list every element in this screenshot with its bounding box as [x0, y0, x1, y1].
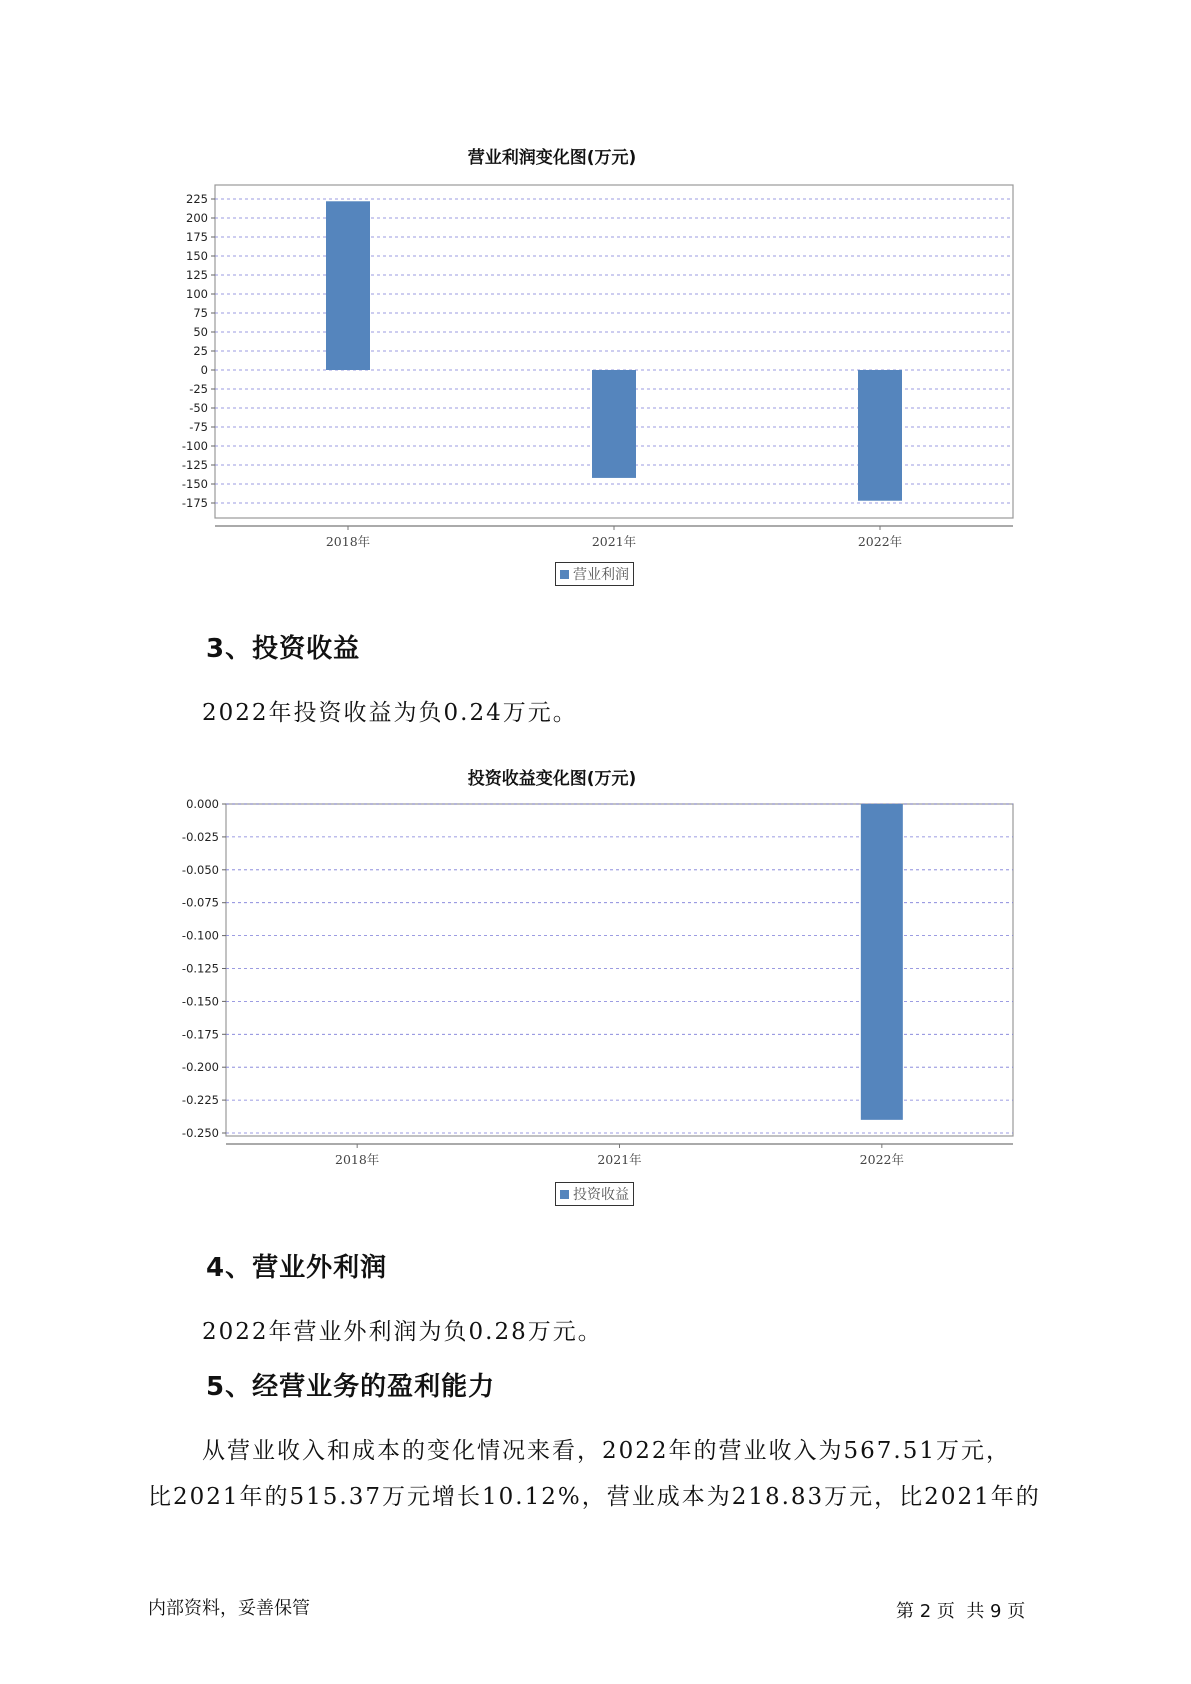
- y-tick-label: -0.025: [181, 829, 219, 844]
- y-tick-label: -0.225: [181, 1093, 219, 1108]
- y-tick-label: -0.150: [181, 994, 219, 1009]
- x-tick-label: 2021年: [597, 1152, 642, 1167]
- x-tick-label: 2021年: [591, 534, 637, 549]
- chart2-legend: [555, 1182, 634, 1206]
- y-tick-label: 125: [186, 268, 208, 282]
- y-tick-label: -0.075: [181, 895, 219, 910]
- y-tick-label: 200: [186, 211, 208, 225]
- section5-heading: 5、经营业务的盈利能力: [206, 1372, 496, 1402]
- section5-line1: 从营业收入和成本的变化情况来看，2022年的营业收入为567.51万元，: [202, 1438, 1012, 1464]
- section3-heading: 3、投资收益: [206, 634, 361, 664]
- y-tick-label: 75: [193, 306, 208, 320]
- y-tick-label: 25: [193, 344, 208, 358]
- section3-text: 2022年投资收益为负0.24万元。: [202, 700, 578, 726]
- y-tick-label: 150: [186, 249, 208, 263]
- y-tick-label: -150: [181, 477, 208, 491]
- y-tick-label: -100: [181, 439, 208, 453]
- y-tick-label: 100: [186, 287, 208, 301]
- footer-confidential: 内部资料，妥善保管: [148, 1598, 310, 1619]
- section5-line2: 比2021年的515.37万元增长10.12%，营业成本为218.83万元，比2021年的: [148, 1484, 1041, 1510]
- y-tick-label: 225: [186, 192, 208, 206]
- x-tick-label: 2022年: [857, 534, 903, 549]
- y-tick-label: 50: [193, 325, 208, 339]
- y-tick-label: -0.200: [181, 1060, 219, 1075]
- chart2-legend-label: 投资收益: [573, 1187, 629, 1203]
- y-tick-label: -0.125: [181, 961, 219, 976]
- bar-2022年: [861, 804, 903, 1120]
- x-tick-label: 2022年: [859, 1152, 904, 1167]
- legend-swatch: [560, 1190, 569, 1199]
- y-tick-label: 0: [200, 363, 208, 377]
- section4-heading: 4、营业外利润: [206, 1253, 388, 1283]
- y-tick-label: -0.175: [181, 1027, 219, 1042]
- chart1-title: 营业利润变化图(万元): [467, 148, 637, 168]
- x-tick-label: 2018年: [335, 1152, 380, 1167]
- y-tick-label: -175: [181, 496, 208, 510]
- x-tick-label: 2018年: [325, 534, 371, 549]
- footer-page-number: 第 2 页 共 9 页: [896, 1601, 1026, 1622]
- y-tick-label: -25: [189, 382, 208, 396]
- y-tick-label: -0.250: [181, 1126, 219, 1140]
- chart2-title: 投资收益变化图(万元): [467, 769, 637, 789]
- y-tick-label: -0.050: [181, 862, 219, 877]
- section4-text: 2022年营业外利润为负0.28万元。: [202, 1319, 603, 1345]
- y-tick-label: -50: [189, 401, 208, 415]
- y-tick-label: 175: [186, 230, 208, 244]
- y-tick-label: -125: [181, 458, 208, 472]
- y-tick-label: -0.100: [181, 928, 219, 943]
- y-tick-label: 0.000: [186, 797, 219, 811]
- chart1-legend-label: 营业利润: [573, 567, 629, 583]
- y-tick-label: -75: [189, 420, 208, 434]
